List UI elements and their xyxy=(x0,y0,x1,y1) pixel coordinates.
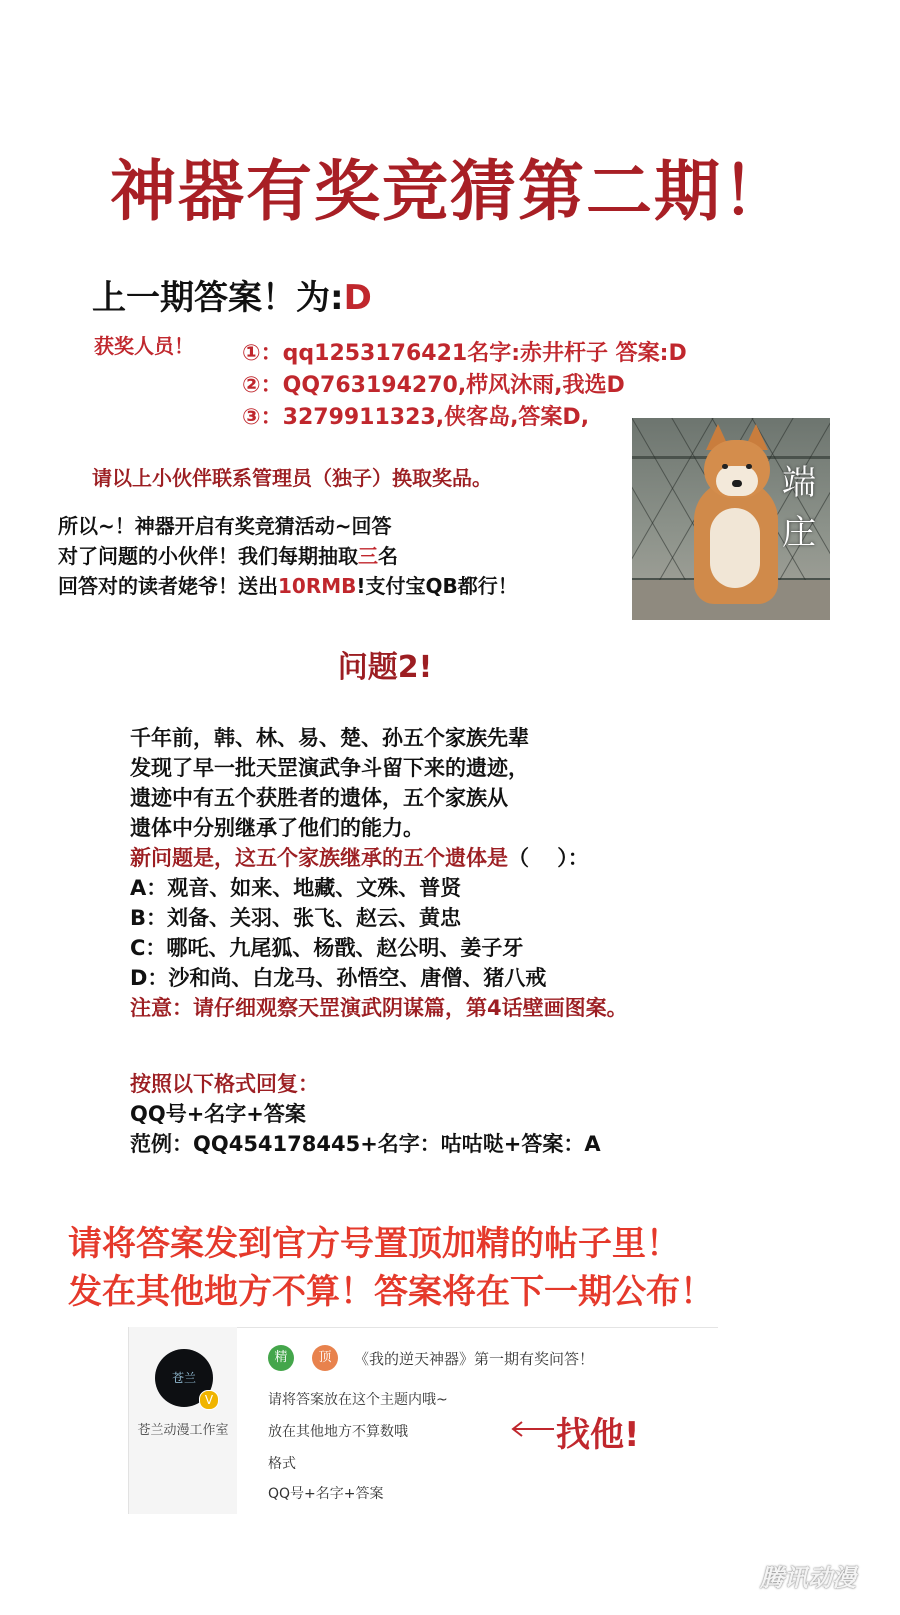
format-example: 范例：QQ454178445+名字：咕咕哒+答案：A xyxy=(130,1132,601,1156)
option-a: A：观音、如来、地藏、文殊、普贤 xyxy=(130,876,462,900)
watermark-logo: 腾讯动漫 xyxy=(760,1564,856,1592)
avatar[interactable]: 苍兰 xyxy=(155,1349,213,1407)
winners-heading: 获奖人员！ xyxy=(94,334,194,358)
post-title-link[interactable]: 《我的逆天神器》第一期有奖问答！ xyxy=(354,1350,595,1368)
previous-answer-label: 上一期答案！为: xyxy=(92,278,344,318)
cta-line-2: 发在其他地方不算！答案将在下一期公布！ xyxy=(68,1272,714,1312)
photo-caption: 端庄 xyxy=(782,463,816,553)
author-panel xyxy=(128,1327,237,1514)
winner-number: ①： xyxy=(242,341,283,366)
promo-text: 回答对的读者姥爷！送出 xyxy=(58,574,278,598)
page-title: 神器有奖竞猜第二期！ xyxy=(110,153,790,230)
question-line: 遗迹中有五个获胜者的遗体，五个家族从 xyxy=(130,786,508,810)
winner-number: ③： xyxy=(242,405,283,430)
post-body-line: 请将答案放在这个主题内哦~ xyxy=(268,1392,448,1408)
previous-answer-value: D xyxy=(343,278,372,318)
question-line: 千年前，韩、林、易、楚、孙五个家族先辈 xyxy=(130,726,529,750)
cta-line-1: 请将答案发到官方号置顶加精的帖子里！ xyxy=(68,1224,680,1264)
question-ask xyxy=(130,842,589,872)
contact-note: 请以上小伙伴联系管理员（独子）换取奖品。 xyxy=(92,466,492,490)
winner-number: ②： xyxy=(242,373,283,398)
question-note: 注意：请仔细观察天罡演武阴谋篇，第4话壁画图案。 xyxy=(130,996,628,1020)
previous-answer xyxy=(92,270,372,319)
author-name[interactable]: 苍兰动漫工作室 xyxy=(137,1423,229,1438)
question-ask-blank: （ ）： xyxy=(508,846,589,870)
winner-text: 3279911323,侠客岛,答案D, xyxy=(282,405,590,430)
featured-tag: 精 xyxy=(268,1345,294,1371)
winner-2 xyxy=(242,368,625,399)
post-body-line: 放在其他地方不算数哦 xyxy=(268,1424,408,1440)
pointer-label: 找他! xyxy=(556,1415,640,1455)
post-body-line: QQ号+名字+答案 xyxy=(268,1486,384,1502)
promo-text: 对了问题的小伙伴！我们每期抽取 xyxy=(58,544,358,568)
option-d: D：沙和尚、白龙马、孙悟空、唐僧、猪八戒 xyxy=(130,966,547,990)
promo-winner-count: 三 xyxy=(358,544,378,568)
promo-line-3 xyxy=(58,570,518,599)
option-b: B：刘备、关羽、张飞、赵云、黄忠 xyxy=(130,906,462,930)
format-heading: 按照以下格式回复： xyxy=(130,1072,319,1096)
verified-icon: V xyxy=(199,1390,219,1410)
question-ask-text: 新问题是，这五个家族继承的五个遗体是 xyxy=(130,846,508,870)
forum-post-card[interactable] xyxy=(128,1327,718,1514)
promo-line-2 xyxy=(58,540,398,569)
winner-3 xyxy=(242,400,589,431)
option-c: C：哪吒、九尾狐、杨戬、赵公明、姜子牙 xyxy=(130,936,524,960)
promo-prize-amount: 10RMB xyxy=(278,574,357,598)
post-body-line: 格式 xyxy=(268,1456,296,1472)
question-line: 发现了早一批天罡演武争斗留下来的遗迹， xyxy=(130,756,529,780)
pinned-tag: 顶 xyxy=(312,1345,338,1371)
promo-text: !支付宝QB都行！ xyxy=(356,574,518,598)
arrow-left-icon xyxy=(510,1419,554,1439)
shiba-dog-photo xyxy=(632,418,830,620)
promo-text: 名 xyxy=(378,544,398,568)
winner-text: qq1253176421名字:赤井杆子 答案:D xyxy=(282,341,687,366)
winner-1 xyxy=(242,336,687,367)
question-line: 遗体中分别继承了他们的能力。 xyxy=(130,816,424,840)
promo-line-1: 所以~！神器开启有奖竞猜活动~回答 xyxy=(58,514,392,538)
question-title: 问题2! xyxy=(337,650,433,685)
winner-text: QQ763194270,栉风沐雨,我选D xyxy=(282,373,625,398)
format-pattern: QQ号+名字+答案 xyxy=(130,1102,306,1126)
